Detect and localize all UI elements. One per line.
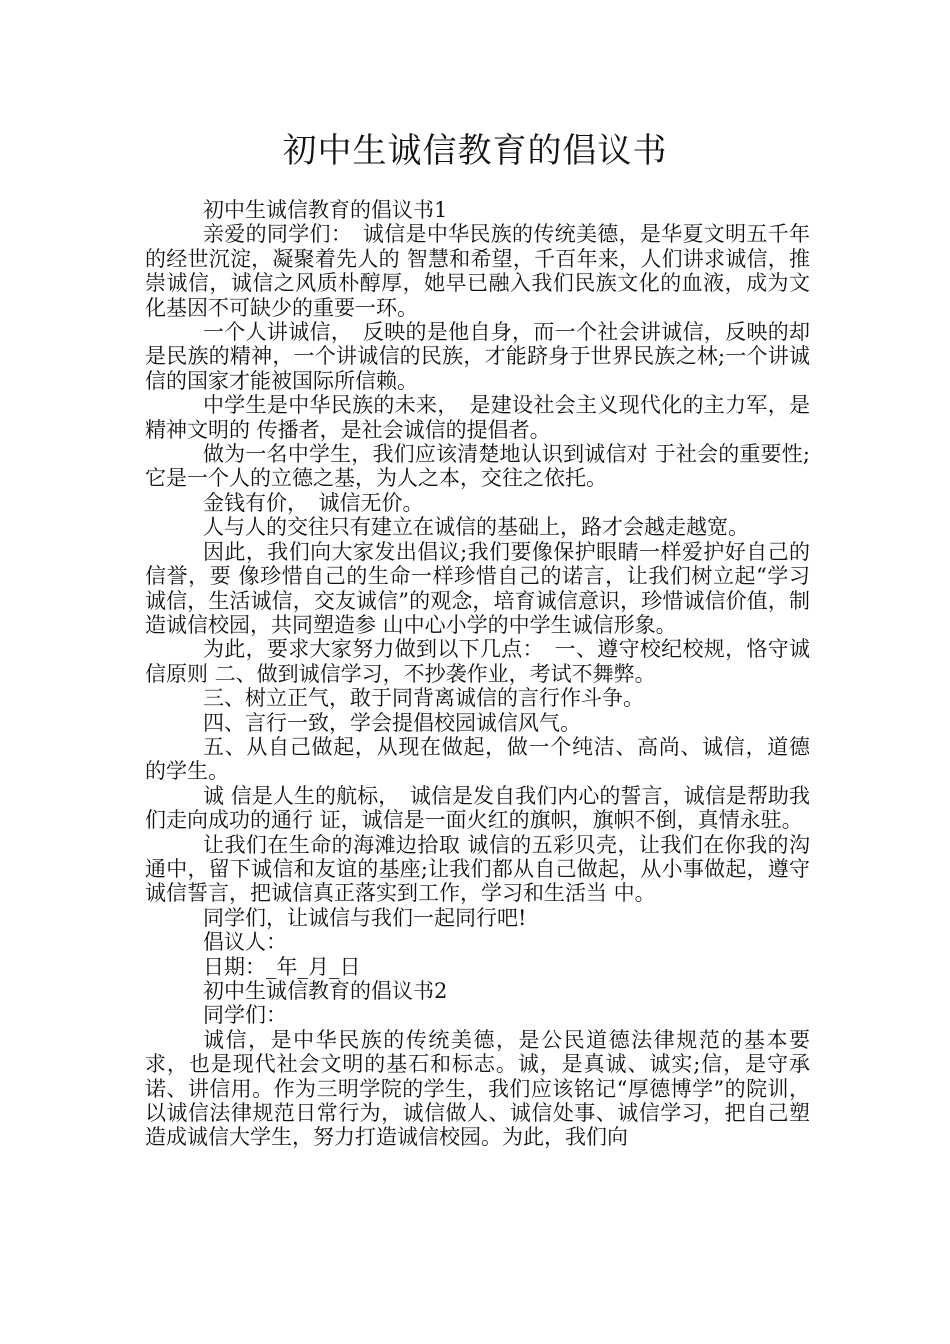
paragraph: 一个人讲诚信， 反映的是他自身，而一个社会讲诚信，反映的却是民族的精神，一个讲诚信的民族，才能跻身于世界民族之林;一个讲诚信的国家才能被国际所信赖。 <box>145 320 810 393</box>
date-line: 日期：_年_月_日 <box>203 954 361 979</box>
paragraph: 四、言行一致，学会提倡校园诚信风气。 <box>203 710 581 735</box>
paragraph: 为此，要求大家努力做到以下几点： 一、遵守校纪校规，恪守诚信原则 二、做到诚信学习，不抄袭作业，考试不舞弊。 <box>145 637 810 686</box>
paragraph: 因此，我们向大家发出倡议;我们要像保护眼睛一样爱护好自己的信誉，要 像珍惜自己的生命一样珍惜自己的诺言，让我们树立起“学习诚信，生活诚信，交友诚信”的观念，培育诚信意识，珍惜诚信价值，制造诚信校园，共同塑造参 山中心小学的中学生诚信形象。 <box>145 539 810 637</box>
paragraph: 亲爱的同学们： 诚信是中华民族的传统美德，是华夏文明五千年的经世沉淀，凝聚着先人的 智慧和希望，千百年来，人们讲求诚信，推崇诚信，诚信之风质朴醇厚，她早已融入我们民族文化的血液，成为文化基因不可缺少的重要一环。 <box>145 222 810 320</box>
section-heading-1: 初中生诚信教育的倡议书1 <box>203 198 448 222</box>
document-body <box>145 198 810 1150</box>
signature-line: 倡议人： <box>203 930 287 955</box>
paragraph: 诚 信是人生的航标， 诚信是发自我们内心的誓言，诚信是帮助我们走向成功的通行 证，诚信是一面火红的旗帜，旗帜不倒，真情永驻。 <box>145 783 810 833</box>
section-heading-2: 初中生诚信教育的倡议书2 <box>203 979 448 1003</box>
paragraph: 人与人的交往只有建立在诚信的基础上，路才会越走越宽。 <box>203 515 749 540</box>
salutation: 同学们： <box>203 1003 287 1028</box>
paragraph: 做为一名中学生，我们应该清楚地认识到诚信对 于社会的重要性;它是一个人的立德之基，为人之本，交往之依托。 <box>145 442 810 491</box>
paragraph: 同学们，让诚信与我们一起同行吧! <box>203 905 527 930</box>
paragraph: 金钱有价， 诚信无价。 <box>203 490 424 515</box>
paragraph: 诚信，是中华民族的传统美德，是公民道德法律规范的基本要求，也是现代社会文明的基石和标志。诚，是真诚、诚实;信，是守承诺、讲信用。作为三明学院的学生，我们应该铭记“厚德博学”的院训，以诚信法律规范日常行为，诚信做人、诚信处事、诚信学习，把自己塑造成诚信大学生，努力打造诚信校园。为此，我们向 <box>145 1027 810 1150</box>
paragraph: 五、从自己做起，从现在做起，做一个纯洁、高尚、诚信，道德的学生。 <box>145 734 810 784</box>
paragraph: 让我们在生命的海滩边拾取 诚信的五彩贝壳，让我们在你我的沟通中，留下诚信和友谊的基座;让我们都从自己做起，从小事做起，遵守诚信誓言，把诚信真正落实到工作，学习和生活当 中。 <box>145 832 810 906</box>
paragraph: 中学生是中华民族的未来， 是建设社会主义现代化的主力军，是精神文明的 传播者，是社会诚信的提倡者。 <box>145 393 810 442</box>
paragraph: 三、树立正气，敢于同背离诚信的言行作斗争。 <box>203 686 644 711</box>
document-title: 初中生诚信教育的倡议书 <box>282 131 668 171</box>
